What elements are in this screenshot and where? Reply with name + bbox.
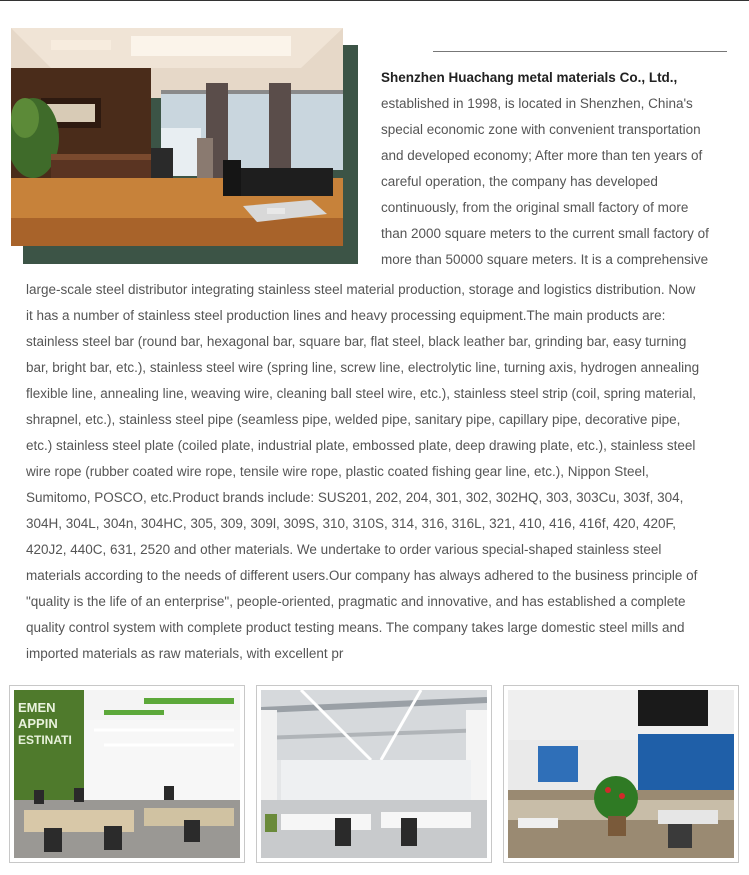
- description-line: and developed economy; After more than ten years of: [381, 148, 703, 163]
- wall-text-3: ESTINATI: [18, 733, 72, 747]
- gallery-photo-1: [9, 685, 245, 863]
- wall-text-2: APPIN: [18, 716, 58, 731]
- company-name: Shenzhen Huachang metal materials Co., Ltd.,: [381, 70, 678, 85]
- office-photo-green-wall: [14, 690, 240, 858]
- description-line: more than 50000 square meters. It is a comprehensive: [381, 252, 709, 267]
- description-line: materials according to the needs of different users.Our company has always adhered to the business principle of: [26, 568, 698, 583]
- description-line: wire rope (rubber coated wire rope, tensile wire rope, plastic coated fishing gear line, etc.), Nippon Steel,: [26, 464, 649, 479]
- description-line: it has a number of stainless steel production lines and heavy processing equipment.The main products are:: [26, 308, 666, 323]
- description-line: stainless steel bar (round bar, hexagonal bar, square bar, flat steel, black leather bar, grinding bar, easy turning: [26, 334, 687, 349]
- description-line: careful operation, the company has developed: [381, 174, 658, 189]
- description-line: quality control system with complete product testing means. The company takes large domestic steel mills and: [26, 620, 685, 635]
- description-line: Sumitomo, POSCO, etc.Product brands include: SUS201, 202, 204, 301, 302, 302HQ, 303, 303Cu, 303f, 304,: [26, 490, 684, 505]
- description-line: 304H, 304L, 304n, 304HC, 305, 309, 309l, 309S, 310, 310S, 314, 316, 316L, 321, 410, 416, 416f, 420, 420F,: [26, 516, 677, 531]
- office-photo-main: [11, 28, 343, 246]
- description-line: imported materials as raw materials, with excellent pr: [26, 646, 344, 661]
- description-line: etc.) stainless steel plate (coiled plate, industrial plate, embossed plate, deep drawing plate, etc.), stainless steel: [26, 438, 696, 453]
- office-photo-blue-wall: [508, 690, 734, 858]
- heading-divider: [433, 51, 727, 52]
- description-right-column: [381, 91, 709, 273]
- description-line: than 2000 square meters to the current small factory of: [381, 226, 709, 241]
- description-line: large-scale steel distributor integrating stainless steel material production, storage and logistics distribution. Now: [26, 282, 696, 297]
- gallery-photo-2: [256, 685, 492, 863]
- description-line: 420J2, 440C, 631, 2520 and other materials. We undertake to order various special-shaped stainless steel: [26, 542, 662, 557]
- hero-image-block: [11, 28, 358, 264]
- description-line: special economic zone with convenient transportation: [381, 122, 701, 137]
- description-line: "quality is the life of an enterprise", people-oriented, pragmatic and innovative, and has established a complete: [26, 594, 686, 609]
- description-line: shrapnel, etc.), stainless steel pipe (seamless pipe, welded pipe, sanitary pipe, capillary pipe, decorative pipe,: [26, 412, 681, 427]
- office-photo-white-ceiling: [261, 690, 487, 858]
- description-line: bar, bright bar, etc.), stainless steel wire (spring line, screw line, electrolytic line, turning axis, hydrogen annealing: [26, 360, 700, 375]
- description-line: established in 1998, is located in Shenzhen, China's: [381, 96, 693, 111]
- description-full-width: [26, 277, 699, 667]
- description-line: flexible line, annealing line, weaving wire, cleaning ball steel wire, etc.), stainless steel strip (coil, spring material,: [26, 386, 697, 401]
- description-line: continuously, from the original small factory of more: [381, 200, 689, 215]
- wall-text-1: EMEN: [18, 700, 56, 715]
- gallery-photo-3: [503, 685, 739, 863]
